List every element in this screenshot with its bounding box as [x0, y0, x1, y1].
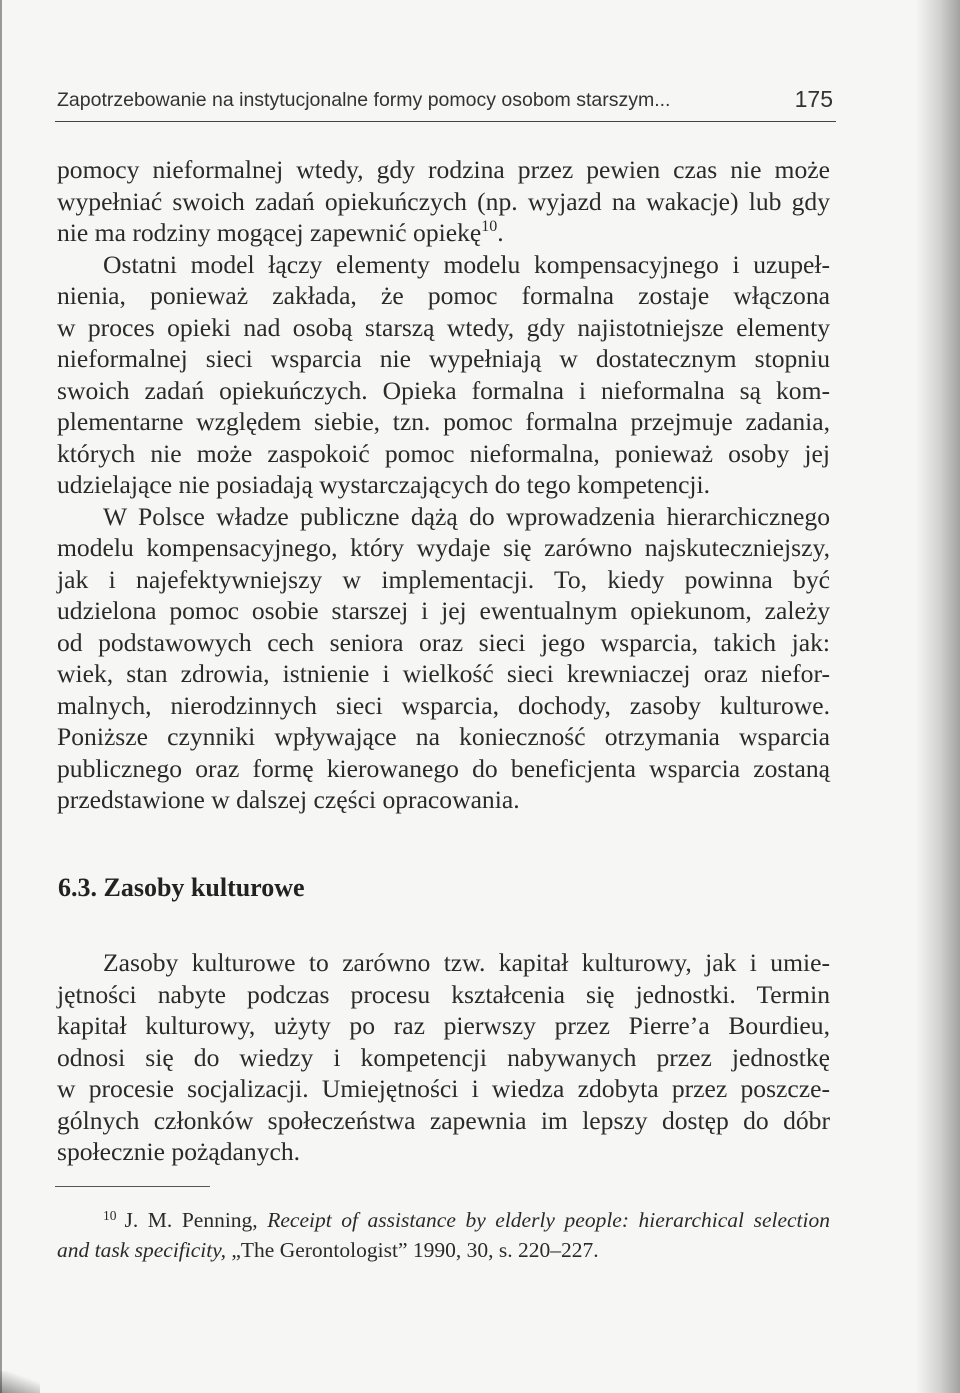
body-line: plementarne względem siebie, tzn. pomoc formalna przejmuje zadania, — [57, 407, 830, 436]
running-header-title: Zapotrzebowanie na instytucjonalne formy pomocy osobom starszym... — [57, 89, 671, 111]
body-line: społecznie pożądanych. — [57, 1137, 301, 1166]
body-line: swoich zadań opiekuńczych. Opieka formalna i nieformalna są kom- — [57, 375, 830, 405]
scan-corner-shadow — [0, 1371, 40, 1393]
body-line: W Polsce władze publiczne dążą do wprowadzenia hierarchicznego — [103, 501, 830, 531]
paragraph — [57, 249, 830, 501]
footnote-author: J. M. Penning, — [124, 1208, 268, 1232]
body-line: jętności nabyte podczas procesu kształcenia się jednostki. Termin — [57, 979, 830, 1009]
paragraph — [57, 154, 830, 249]
body-line: gólnych członków społeczeństwa zapewnia im lepszy dostęp do dóbr — [57, 1105, 830, 1135]
body-line: Ostatni model łączy elementy modelu kompensacyjnego i uzupeł- — [103, 249, 830, 279]
body-line: malnych, nierodzinnych sieci wsparcia, dochody, zasoby kulturowe. — [57, 690, 830, 720]
body-line — [57, 217, 830, 249]
footnote-title: and task specificity, — [57, 1238, 226, 1262]
body-line: jak i najefektywniejszy w implementacji. To, kiedy powinna być — [57, 564, 830, 594]
body-line: udzielona pomoc osobie starszej i jej ewentualnym opiekunom, zależy — [57, 596, 830, 625]
body-line: pomocy nieformalnej wtedy, gdy rodzina przez pewien czas nie może — [57, 155, 830, 184]
section-heading: 6.3. Zasoby kulturowe — [58, 873, 305, 902]
line-end: . — [497, 218, 504, 247]
footnote-marker: 10 — [103, 1208, 117, 1223]
line-text: nie ma rodziny mogącej zapewnić opiekę — [57, 218, 482, 247]
scan-edge-shadow — [916, 0, 960, 1393]
body-line: modelu kompensacyjnego, który wydaje się zarówno najskuteczniejszy, — [57, 533, 830, 562]
body-line: wiek, stan zdrowia, istnienie i wielkość sieci krewniaczej oraz niefor- — [57, 659, 830, 688]
body-line: przedstawione w dalszej części opracowania. — [57, 785, 520, 814]
body-line: odnosi się do wiedzy i kompetencji nabywanych przez jednostkę — [57, 1042, 830, 1072]
body-line: w proces opieki nad osobą starszą wtedy, gdy najistotniejsze elementy — [57, 312, 830, 342]
body-line: nienia, ponieważ zakłada, że pomoc formalna zostaje włączona — [57, 281, 830, 310]
footnote-title: Receipt of assistance by elderly people: hierarchical selection — [267, 1208, 830, 1232]
body-line: Zasoby kulturowe to zarówno tzw. kapitał kulturowy, jak i umie- — [103, 948, 830, 977]
section-body — [57, 947, 830, 1168]
page-number: 175 — [794, 86, 833, 112]
body-line: wypełniać swoich zadań opiekuńczych (np. wyjazd na wakacje) lub gdy — [57, 186, 830, 216]
paragraph — [57, 501, 830, 816]
body-line: udzielające nie posiadają wystarczających do tego kompetencji. — [57, 470, 711, 499]
footnote-line — [57, 1205, 830, 1235]
footnotes — [57, 1205, 830, 1265]
footnote-line — [57, 1235, 830, 1265]
body-line: nieformalnej sieci wsparcia nie wypełniają w dostatecznym stopniu — [57, 344, 830, 373]
body-line: Poniższe czynniki wpływające na konieczność otrzymania wsparcia — [57, 722, 830, 751]
body-line: których nie może zaspokoić pomoc nieformalna, ponieważ osoby jej — [57, 438, 830, 468]
scan-left-edge — [0, 0, 2, 1393]
body-text — [57, 154, 830, 816]
paragraph — [57, 947, 830, 1168]
footnote-source: „The Gerontologist” 1990, 30, s. 220–227. — [225, 1238, 599, 1262]
body-line: kapitał kulturowy, użyty po raz pierwszy przez Pierre’a Bourdieu, — [57, 1011, 830, 1040]
body-line: w procesie socjalizacji. Umiejętności i wiedza zdobyta przez poszcze- — [57, 1074, 830, 1103]
footnote-reference: 10 — [481, 218, 498, 235]
header-rule — [55, 121, 836, 122]
body-line: publicznego oraz formę kierowanego do beneficjenta wsparcia zostaną — [57, 753, 830, 783]
body-line: od podstawowych cech seniora oraz sieci jego wsparcia, takich jak: — [57, 627, 830, 657]
footnote-separator — [55, 1186, 210, 1187]
